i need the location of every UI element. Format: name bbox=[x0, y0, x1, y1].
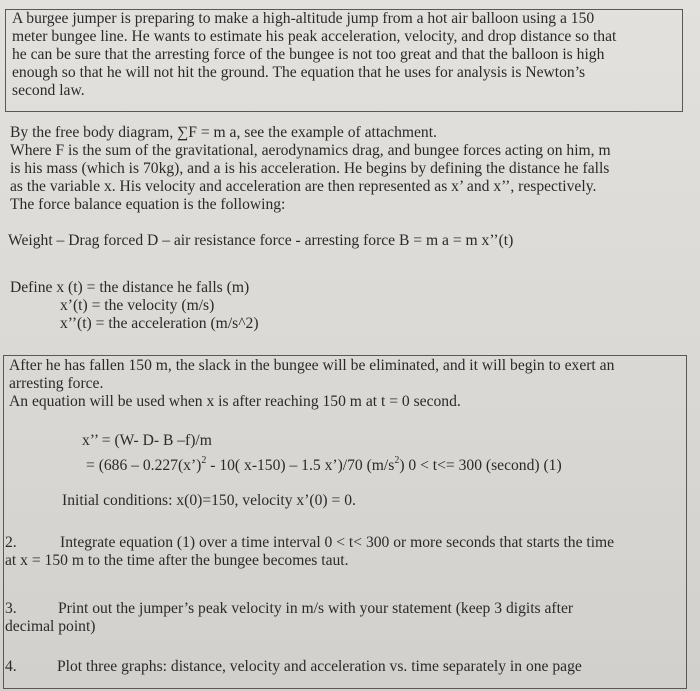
intro-line: A burgee jumper is preparing to make a high-altitude jump from a hot air balloon using a 150 bbox=[12, 10, 595, 27]
intro-line: meter bungee line. He wants to estimate his peak acceleration, velocity, and drop distance so that bbox=[12, 28, 617, 45]
intro-line: second law. bbox=[12, 82, 85, 99]
item-text: Plot three graphs: distance, velocity and acceleration vs. time separately in one page bbox=[57, 658, 582, 675]
define-line: Define x (t) = the distance he falls (m) bbox=[10, 279, 250, 296]
equation-line: x’’ = (W- D- B –f)/m bbox=[82, 432, 212, 449]
force-balance-equation: Weight – Drag forced D – air resistance force - arresting force B = m a = m x’’(t) bbox=[8, 232, 514, 249]
item-text: Integrate equation (1) over a time interval 0 < t< 300 or more seconds that starts the time bbox=[60, 534, 615, 551]
intro-line: he can be sure that the arresting force of the bungee is not too great and that the balloon is high bbox=[12, 46, 605, 63]
initial-conditions: Initial conditions: x(0)=150, velocity x’(0) = 0. bbox=[62, 492, 356, 509]
fbd-line: is his mass (which is 70kg), and a is his acceleration. He begins by defining the distance he falls bbox=[10, 160, 610, 177]
define-line: x’’(t) = the acceleration (m/s^2) bbox=[60, 315, 259, 332]
fbd-line: By the free body diagram, ∑F = m a, see the example of attachment. bbox=[10, 124, 437, 141]
item-number: 3. bbox=[5, 600, 17, 617]
after-line: arresting force. bbox=[9, 375, 104, 392]
equation-line: = (686 – 0.227(x’)$^2$ - 10( x-150) – 1.5 x’)/70 $(m/s^2) 0 < t<= 300$ (second) (1) bbox=[86, 455, 562, 474]
item-text: at x = 150 m to the time after the bungee becomes taut. bbox=[5, 552, 349, 569]
define-line: x’(t) = the velocity (m/s) bbox=[60, 297, 215, 314]
item-text: Print out the jumper’s peak velocity in m/s with your statement (keep 3 digits after bbox=[58, 600, 574, 617]
fbd-line: Where F is the sum of the gravitational, aerodynamics drag, and bungee forces acting on him, m bbox=[10, 142, 611, 159]
item-number: 4. bbox=[5, 658, 17, 675]
after-line: After he has fallen 150 m, the slack in the bungee will be eliminated, and it will begin to exert an bbox=[9, 357, 615, 374]
after-line: An equation will be used when x is after reaching 150 m at t = 0 second. bbox=[9, 393, 461, 410]
item-number: 2. bbox=[5, 534, 17, 551]
fbd-line: as the variable x. His velocity and acceleration are then represented as x’ and x’’, respectively. bbox=[10, 178, 597, 195]
item-text: decimal point) bbox=[5, 618, 96, 635]
intro-line: enough so that he will not hit the ground. The equation that he uses for analysis is Newton’s bbox=[12, 64, 586, 81]
fbd-line: The force balance equation is the following: bbox=[10, 196, 286, 213]
